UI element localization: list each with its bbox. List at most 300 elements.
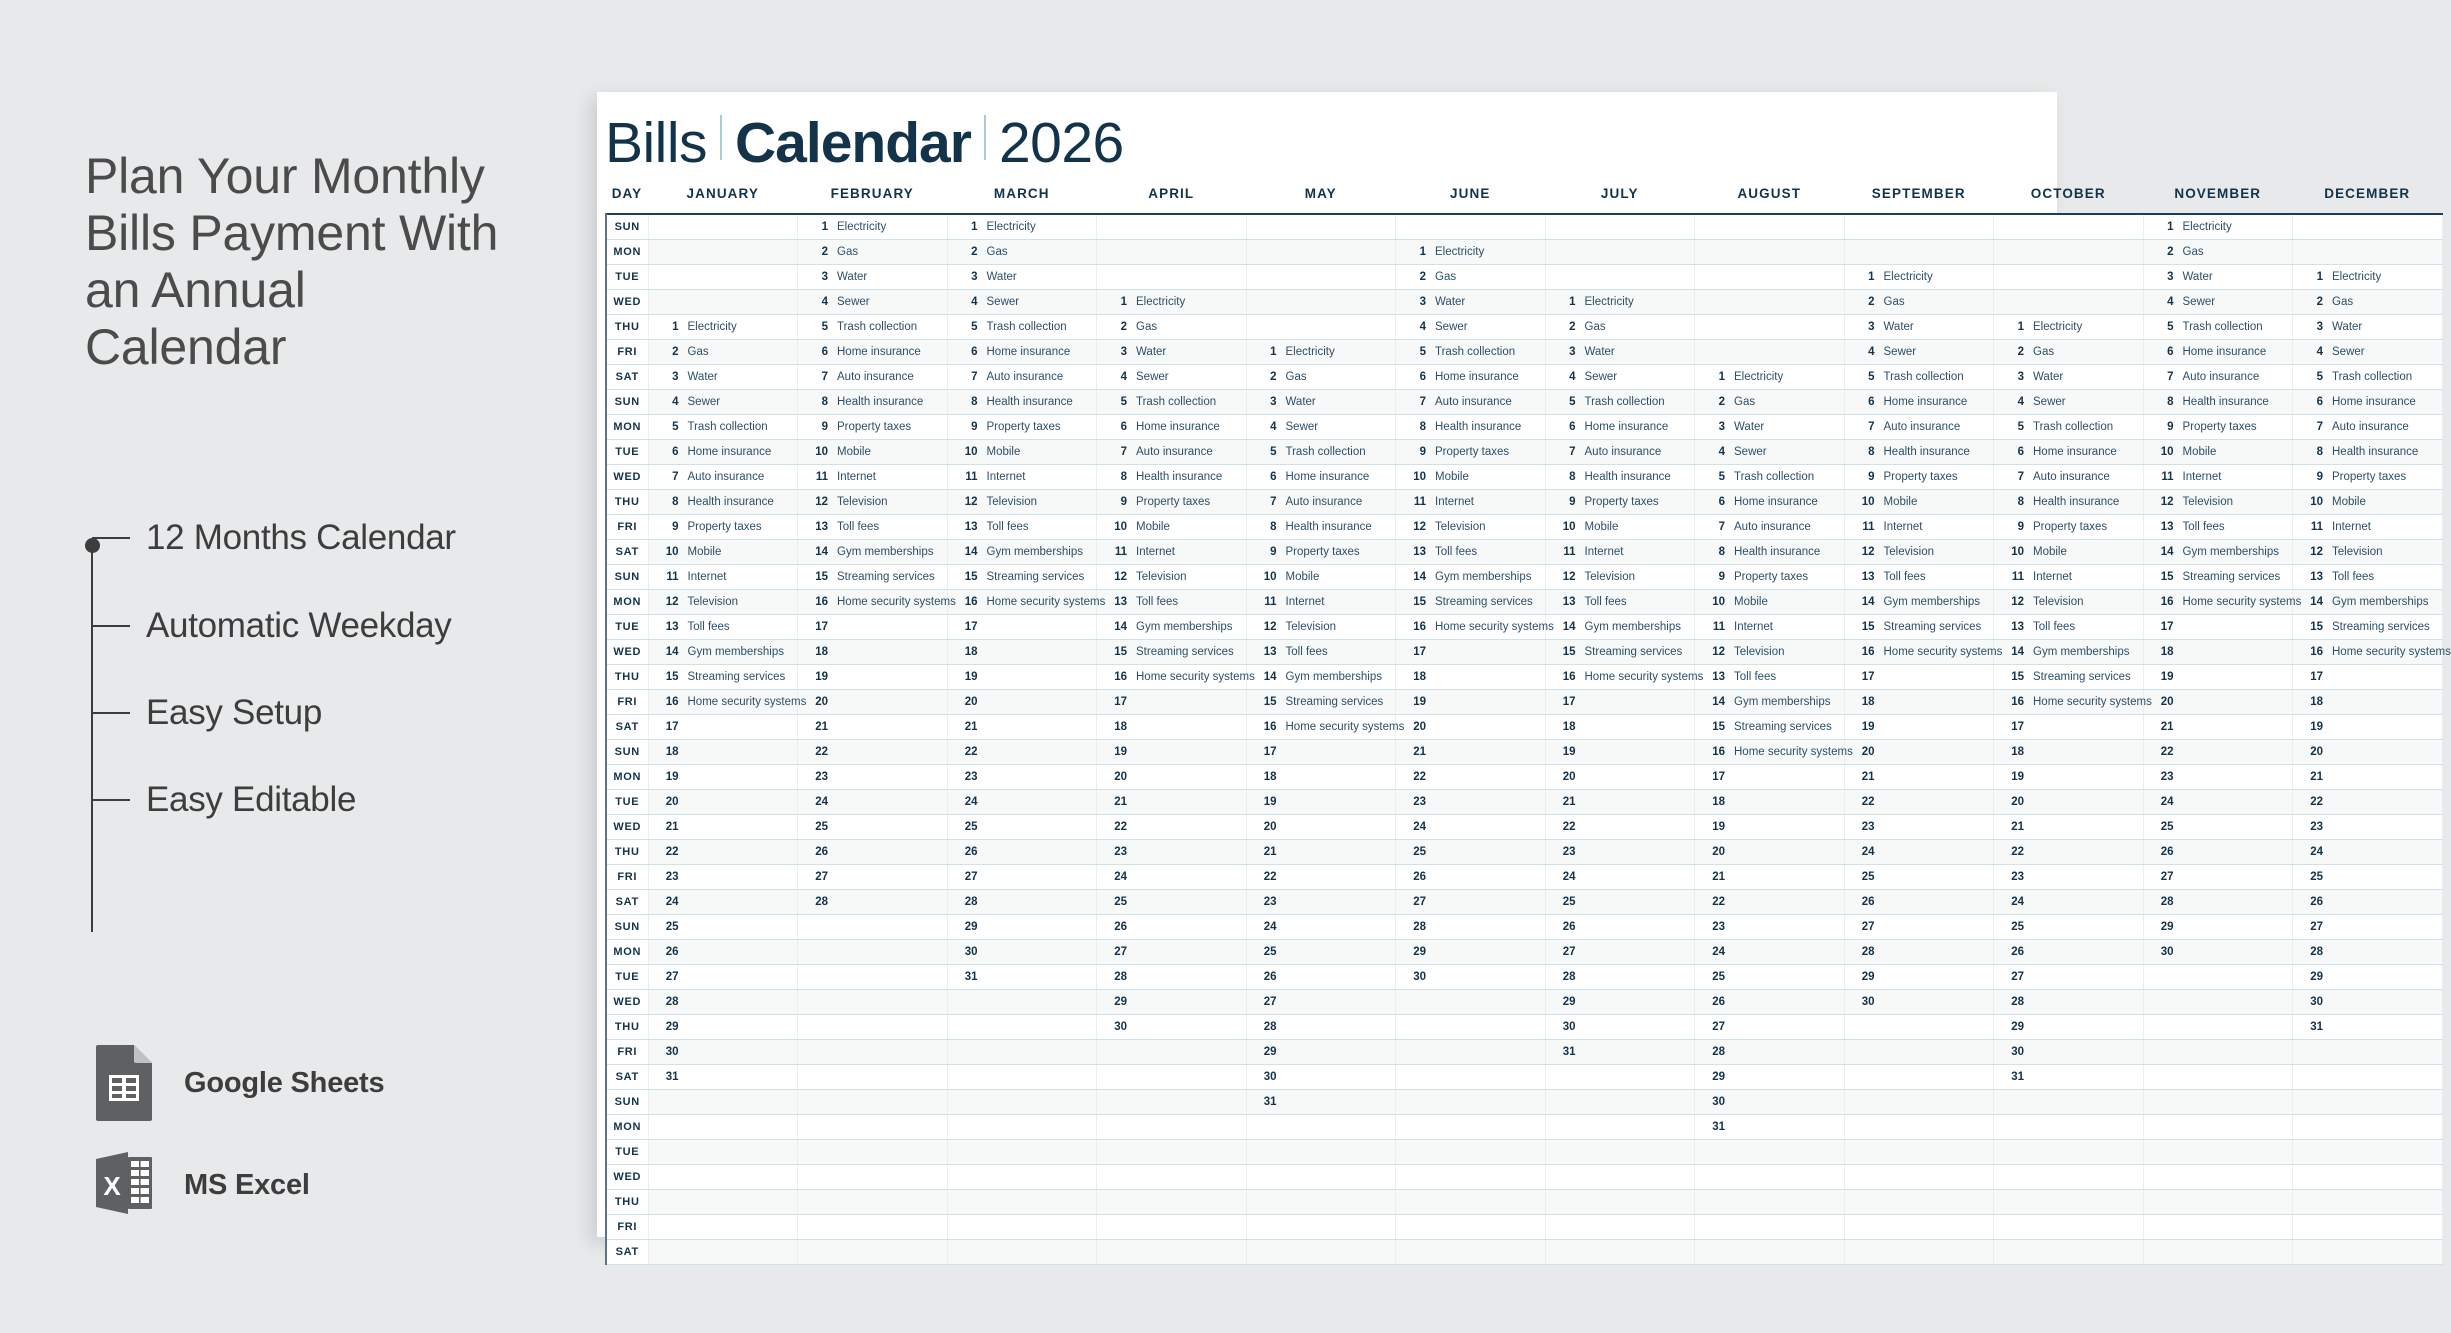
calendar-cell[interactable]	[2293, 890, 2443, 915]
calendar-cell[interactable]	[1097, 915, 1247, 940]
calendar-cell[interactable]	[947, 590, 1106, 615]
calendar-cell[interactable]	[648, 365, 798, 390]
calendar-cell[interactable]	[648, 465, 798, 490]
calendar-cell[interactable]	[1396, 1240, 1546, 1265]
calendar-cell[interactable]	[1695, 890, 1845, 915]
calendar-cell[interactable]	[798, 490, 948, 515]
calendar-cell[interactable]	[1545, 540, 1695, 565]
calendar-cell[interactable]	[1097, 990, 1247, 1015]
calendar-cell[interactable]	[648, 865, 798, 890]
calendar-cell[interactable]	[947, 715, 1097, 740]
calendar-cell[interactable]	[1246, 465, 1396, 490]
calendar-cell[interactable]	[1097, 615, 1247, 640]
calendar-cell[interactable]	[1097, 715, 1247, 740]
calendar-cell[interactable]	[648, 390, 798, 415]
calendar-cell[interactable]	[2293, 665, 2443, 690]
calendar-cell[interactable]	[2293, 1215, 2443, 1240]
calendar-cell[interactable]	[798, 615, 948, 640]
calendar-cell[interactable]	[1246, 540, 1396, 565]
calendar-cell[interactable]	[1994, 240, 2144, 265]
calendar-cell[interactable]	[2293, 515, 2443, 540]
calendar-cell[interactable]	[798, 840, 948, 865]
calendar-cell[interactable]	[648, 1240, 798, 1265]
calendar-cell[interactable]	[1246, 715, 1405, 740]
calendar-cell[interactable]	[1246, 1165, 1396, 1190]
calendar-cell[interactable]	[1844, 240, 1994, 265]
calendar-cell[interactable]	[2143, 765, 2293, 790]
calendar-cell[interactable]	[2143, 1015, 2293, 1040]
calendar-cell[interactable]	[1097, 1015, 1247, 1040]
calendar-cell[interactable]	[1994, 340, 2144, 365]
calendar-cell[interactable]	[2293, 1040, 2443, 1065]
calendar-cell[interactable]	[1396, 815, 1546, 840]
calendar-cell[interactable]	[1097, 1240, 1247, 1265]
calendar-cell[interactable]	[798, 940, 948, 965]
calendar-cell[interactable]	[648, 990, 798, 1015]
calendar-cell[interactable]	[2143, 490, 2293, 515]
calendar-cell[interactable]	[1545, 565, 1695, 590]
calendar-cell[interactable]	[1246, 340, 1396, 365]
calendar-cell[interactable]	[1545, 1165, 1695, 1190]
calendar-cell[interactable]	[1695, 965, 1845, 990]
calendar-cell[interactable]	[1097, 240, 1247, 265]
calendar-cell[interactable]	[1844, 940, 1994, 965]
calendar-cell[interactable]	[1097, 515, 1247, 540]
calendar-cell[interactable]	[1246, 1115, 1396, 1140]
calendar-cell[interactable]	[947, 840, 1097, 865]
calendar-cell[interactable]	[2293, 765, 2443, 790]
calendar-cell[interactable]	[1994, 415, 2144, 440]
calendar-cell[interactable]	[1097, 415, 1247, 440]
calendar-cell[interactable]	[1246, 765, 1396, 790]
calendar-cell[interactable]	[947, 365, 1097, 390]
calendar-cell[interactable]	[648, 265, 798, 290]
calendar-cell[interactable]	[648, 214, 798, 240]
calendar-cell[interactable]	[2143, 840, 2293, 865]
calendar-cell[interactable]	[2293, 1115, 2443, 1140]
calendar-cell[interactable]	[798, 865, 948, 890]
calendar-cell[interactable]	[1695, 1165, 1845, 1190]
calendar-cell[interactable]	[648, 415, 798, 440]
calendar-cell[interactable]	[1545, 865, 1695, 890]
calendar-cell[interactable]	[2143, 265, 2293, 290]
calendar-cell[interactable]	[1695, 1040, 1845, 1065]
calendar-cell[interactable]	[1097, 565, 1247, 590]
calendar-cell[interactable]	[2143, 415, 2293, 440]
calendar-cell[interactable]	[1994, 1215, 2144, 1240]
calendar-cell[interactable]	[1844, 640, 2003, 665]
calendar-cell[interactable]	[947, 865, 1097, 890]
calendar-cell[interactable]	[1994, 214, 2144, 240]
calendar-cell[interactable]	[798, 1140, 948, 1165]
calendar-cell[interactable]	[1097, 815, 1247, 840]
calendar-cell[interactable]	[1844, 515, 1994, 540]
calendar-cell[interactable]	[798, 665, 948, 690]
calendar-cell[interactable]	[798, 590, 956, 615]
calendar-cell[interactable]	[1246, 315, 1396, 340]
calendar-cell[interactable]	[1097, 965, 1247, 990]
calendar-cell[interactable]	[1994, 540, 2144, 565]
calendar-cell[interactable]	[2293, 1240, 2443, 1265]
calendar-cell[interactable]	[1396, 465, 1546, 490]
calendar-cell[interactable]	[798, 415, 948, 440]
calendar-cell[interactable]	[947, 214, 1097, 240]
calendar-cell[interactable]	[947, 940, 1097, 965]
calendar-cell[interactable]	[798, 1090, 948, 1115]
calendar-cell[interactable]	[2143, 915, 2293, 940]
calendar-cell[interactable]	[2143, 615, 2293, 640]
calendar-cell[interactable]	[1545, 1140, 1695, 1165]
calendar-cell[interactable]	[1994, 640, 2144, 665]
calendar-cell[interactable]	[1994, 965, 2144, 990]
calendar-cell[interactable]	[1246, 665, 1396, 690]
calendar-cell[interactable]	[798, 340, 948, 365]
calendar-cell[interactable]	[1844, 1065, 1994, 1090]
calendar-cell[interactable]	[1844, 1015, 1994, 1040]
calendar-cell[interactable]	[1246, 840, 1396, 865]
calendar-cell[interactable]	[2293, 840, 2443, 865]
calendar-cell[interactable]	[1545, 265, 1695, 290]
calendar-cell[interactable]	[1695, 690, 1845, 715]
calendar-cell[interactable]	[798, 515, 948, 540]
calendar-cell[interactable]	[2293, 1065, 2443, 1090]
calendar-cell[interactable]	[1396, 1165, 1546, 1190]
calendar-cell[interactable]	[1844, 1090, 1994, 1115]
calendar-cell[interactable]	[1246, 1015, 1396, 1040]
calendar-cell[interactable]	[798, 640, 948, 665]
calendar-cell[interactable]	[947, 740, 1097, 765]
calendar-cell[interactable]	[947, 1115, 1097, 1140]
calendar-cell[interactable]	[2143, 540, 2293, 565]
calendar-cell[interactable]	[1844, 590, 1994, 615]
calendar-cell[interactable]	[2293, 940, 2443, 965]
calendar-cell[interactable]	[1097, 790, 1247, 815]
calendar-cell[interactable]	[1695, 790, 1845, 815]
calendar-cell[interactable]	[1844, 915, 1994, 940]
calendar-cell[interactable]	[947, 915, 1097, 940]
calendar-cell[interactable]	[1994, 465, 2144, 490]
calendar-cell[interactable]	[1246, 565, 1396, 590]
calendar-cell[interactable]	[2143, 740, 2293, 765]
calendar-cell[interactable]	[1545, 515, 1695, 540]
calendar-cell[interactable]	[648, 1090, 798, 1115]
calendar-cell[interactable]	[2143, 865, 2293, 890]
calendar-cell[interactable]	[798, 290, 948, 315]
calendar-cell[interactable]	[1545, 1240, 1695, 1265]
calendar-cell[interactable]	[2293, 740, 2443, 765]
calendar-cell[interactable]	[1844, 415, 1994, 440]
calendar-cell[interactable]	[648, 1115, 798, 1140]
calendar-cell[interactable]	[947, 890, 1097, 915]
calendar-cell[interactable]	[798, 990, 948, 1015]
calendar-cell[interactable]	[2143, 1115, 2293, 1140]
calendar-cell[interactable]	[1994, 440, 2144, 465]
calendar-cell[interactable]	[1994, 1140, 2144, 1165]
calendar-cell[interactable]	[1097, 490, 1247, 515]
calendar-cell[interactable]	[2143, 340, 2293, 365]
calendar-cell[interactable]	[1097, 315, 1247, 340]
calendar-cell[interactable]	[1844, 214, 1994, 240]
calendar-cell[interactable]	[2143, 565, 2293, 590]
calendar-cell[interactable]	[1246, 740, 1396, 765]
calendar-cell[interactable]	[947, 1190, 1097, 1215]
calendar-cell[interactable]	[2293, 990, 2443, 1015]
calendar-cell[interactable]	[1695, 1215, 1845, 1240]
calendar-cell[interactable]	[1097, 1215, 1247, 1240]
calendar-cell[interactable]	[2293, 265, 2443, 290]
calendar-cell[interactable]	[1545, 340, 1695, 365]
calendar-cell[interactable]	[798, 715, 948, 740]
calendar-cell[interactable]	[648, 440, 798, 465]
calendar-cell[interactable]	[1545, 1215, 1695, 1240]
calendar-cell[interactable]	[798, 440, 948, 465]
calendar-cell[interactable]	[2293, 790, 2443, 815]
calendar-cell[interactable]	[1396, 240, 1546, 265]
calendar-cell[interactable]	[1097, 865, 1247, 890]
calendar-cell[interactable]	[1545, 1090, 1695, 1115]
calendar-cell[interactable]	[1695, 715, 1845, 740]
calendar-cell[interactable]	[798, 1165, 948, 1190]
calendar-cell[interactable]	[648, 815, 798, 840]
calendar-cell[interactable]	[2143, 1065, 2293, 1090]
calendar-cell[interactable]	[1246, 1040, 1396, 1065]
calendar-cell[interactable]	[1545, 940, 1695, 965]
calendar-cell[interactable]	[947, 640, 1097, 665]
calendar-cell[interactable]	[1695, 214, 1845, 240]
calendar-cell[interactable]	[947, 440, 1097, 465]
calendar-cell[interactable]	[1097, 1165, 1247, 1190]
calendar-cell[interactable]	[2293, 490, 2443, 515]
calendar-cell[interactable]	[1246, 365, 1396, 390]
calendar-cell[interactable]	[1994, 990, 2144, 1015]
calendar-cell[interactable]	[1246, 1065, 1396, 1090]
calendar-cell[interactable]	[1844, 465, 1994, 490]
calendar-cell[interactable]	[1396, 940, 1546, 965]
calendar-cell[interactable]	[798, 1215, 948, 1240]
calendar-cell[interactable]	[648, 540, 798, 565]
calendar-cell[interactable]	[2293, 640, 2451, 665]
calendar-cell[interactable]	[1097, 390, 1247, 415]
calendar-cell[interactable]	[947, 240, 1097, 265]
calendar-cell[interactable]	[798, 740, 948, 765]
calendar-cell[interactable]	[798, 965, 948, 990]
calendar-cell[interactable]	[1844, 565, 1994, 590]
calendar-cell[interactable]	[1545, 765, 1695, 790]
calendar-cell[interactable]	[648, 890, 798, 915]
calendar-cell[interactable]	[1545, 490, 1695, 515]
calendar-cell[interactable]	[1994, 765, 2144, 790]
calendar-cell[interactable]	[1097, 440, 1247, 465]
calendar-cell[interactable]	[1097, 365, 1247, 390]
calendar-cell[interactable]	[2293, 865, 2443, 890]
calendar-cell[interactable]	[1246, 915, 1396, 940]
calendar-cell[interactable]	[1396, 1015, 1546, 1040]
calendar-cell[interactable]	[648, 290, 798, 315]
calendar-cell[interactable]	[1545, 1065, 1695, 1090]
calendar-cell[interactable]	[648, 715, 798, 740]
calendar-cell[interactable]	[1695, 315, 1845, 340]
calendar-cell[interactable]	[648, 1215, 798, 1240]
calendar-cell[interactable]	[1994, 865, 2144, 890]
calendar-cell[interactable]	[947, 1215, 1097, 1240]
calendar-cell[interactable]	[1097, 1115, 1247, 1140]
calendar-cell[interactable]	[1097, 590, 1247, 615]
calendar-cell[interactable]	[1396, 1190, 1546, 1215]
calendar-cell[interactable]	[1695, 465, 1845, 490]
calendar-cell[interactable]	[947, 1140, 1097, 1165]
calendar-cell[interactable]	[1994, 715, 2144, 740]
calendar-cell[interactable]	[947, 765, 1097, 790]
calendar-cell[interactable]	[947, 1015, 1097, 1040]
calendar-cell[interactable]	[1695, 440, 1845, 465]
calendar-cell[interactable]	[1994, 665, 2144, 690]
calendar-cell[interactable]	[2293, 415, 2443, 440]
calendar-cell[interactable]	[1545, 665, 1704, 690]
calendar-cell[interactable]	[1994, 815, 2144, 840]
calendar-cell[interactable]	[1695, 615, 1845, 640]
calendar-cell[interactable]	[1695, 915, 1845, 940]
calendar-cell[interactable]	[1545, 590, 1695, 615]
calendar-cell[interactable]	[1994, 915, 2144, 940]
calendar-cell[interactable]	[2293, 690, 2443, 715]
calendar-cell[interactable]	[798, 1065, 948, 1090]
calendar-cell[interactable]	[1844, 890, 1994, 915]
calendar-cell[interactable]	[2143, 890, 2293, 915]
calendar-cell[interactable]	[2293, 1090, 2443, 1115]
calendar-cell[interactable]	[947, 665, 1097, 690]
calendar-cell[interactable]	[1396, 340, 1546, 365]
calendar-cell[interactable]	[1396, 1090, 1546, 1115]
calendar-cell[interactable]	[2293, 390, 2443, 415]
calendar-cell[interactable]	[2143, 315, 2293, 340]
calendar-cell[interactable]	[1246, 440, 1396, 465]
calendar-cell[interactable]	[1695, 240, 1845, 265]
calendar-cell[interactable]	[2143, 1090, 2293, 1115]
calendar-cell[interactable]	[2143, 1240, 2293, 1265]
calendar-cell[interactable]	[1844, 1240, 1994, 1265]
calendar-cell[interactable]	[1994, 390, 2144, 415]
calendar-cell[interactable]	[648, 565, 798, 590]
calendar-cell[interactable]	[1246, 415, 1396, 440]
calendar-cell[interactable]	[1545, 790, 1695, 815]
calendar-cell[interactable]	[648, 240, 798, 265]
calendar-cell[interactable]	[798, 815, 948, 840]
calendar-cell[interactable]	[1844, 840, 1994, 865]
calendar-cell[interactable]	[1097, 1065, 1247, 1090]
calendar-cell[interactable]	[1097, 640, 1247, 665]
calendar-cell[interactable]	[1396, 665, 1546, 690]
calendar-cell[interactable]	[1396, 915, 1546, 940]
calendar-cell[interactable]	[1695, 865, 1845, 890]
calendar-cell[interactable]	[2143, 515, 2293, 540]
calendar-cell[interactable]	[1396, 390, 1546, 415]
calendar-cell[interactable]	[1396, 615, 1554, 640]
calendar-cell[interactable]	[1396, 890, 1546, 915]
calendar-cell[interactable]	[2143, 1215, 2293, 1240]
calendar-cell[interactable]	[2293, 915, 2443, 940]
calendar-cell[interactable]	[1396, 1140, 1546, 1165]
calendar-cell[interactable]	[1246, 1215, 1396, 1240]
calendar-cell[interactable]	[1396, 740, 1546, 765]
calendar-cell[interactable]	[1246, 865, 1396, 890]
calendar-cell[interactable]	[1994, 1065, 2144, 1090]
calendar-cell[interactable]	[2143, 365, 2293, 390]
calendar-cell[interactable]	[648, 665, 798, 690]
calendar-cell[interactable]	[947, 465, 1097, 490]
calendar-cell[interactable]	[947, 315, 1097, 340]
calendar-cell[interactable]	[947, 815, 1097, 840]
calendar-cell[interactable]	[2143, 815, 2293, 840]
calendar-cell[interactable]	[2143, 590, 2302, 615]
calendar-cell[interactable]	[1396, 315, 1546, 340]
calendar-cell[interactable]	[2143, 790, 2293, 815]
calendar-cell[interactable]	[2143, 990, 2293, 1015]
calendar-cell[interactable]	[1097, 690, 1247, 715]
calendar-cell[interactable]	[1844, 1165, 1994, 1190]
calendar-cell[interactable]	[1994, 265, 2144, 290]
calendar-cell[interactable]	[1396, 765, 1546, 790]
calendar-cell[interactable]	[1097, 1190, 1247, 1215]
calendar-cell[interactable]	[1396, 715, 1546, 740]
calendar-cell[interactable]	[1994, 1190, 2144, 1215]
calendar-cell[interactable]	[1844, 1215, 1994, 1240]
calendar-cell[interactable]	[1396, 965, 1546, 990]
calendar-cell[interactable]	[1396, 365, 1546, 390]
calendar-cell[interactable]	[1097, 214, 1247, 240]
calendar-cell[interactable]	[648, 590, 798, 615]
calendar-cell[interactable]	[1545, 715, 1695, 740]
calendar-cell[interactable]	[1994, 1240, 2144, 1265]
calendar-cell[interactable]	[1097, 1140, 1247, 1165]
calendar-cell[interactable]	[1396, 640, 1546, 665]
calendar-cell[interactable]	[648, 1040, 798, 1065]
calendar-table-wrapper[interactable]	[605, 186, 2451, 1258]
calendar-cell[interactable]	[1994, 790, 2144, 815]
calendar-cell[interactable]	[798, 690, 948, 715]
calendar-cell[interactable]	[1844, 765, 1994, 790]
calendar-cell[interactable]	[2143, 965, 2293, 990]
calendar-cell[interactable]	[2143, 240, 2293, 265]
calendar-cell[interactable]	[1994, 565, 2144, 590]
calendar-cell[interactable]	[1994, 590, 2144, 615]
calendar-cell[interactable]	[1695, 640, 1845, 665]
calendar-cell[interactable]	[1695, 1065, 1845, 1090]
calendar-cell[interactable]	[1695, 740, 1853, 765]
calendar-cell[interactable]	[1246, 214, 1396, 240]
calendar-cell[interactable]	[2293, 540, 2443, 565]
calendar-cell[interactable]	[648, 690, 807, 715]
calendar-cell[interactable]	[1844, 290, 1994, 315]
calendar-cell[interactable]	[2293, 315, 2443, 340]
calendar-cell[interactable]	[798, 1040, 948, 1065]
calendar-cell[interactable]	[648, 640, 798, 665]
calendar-cell[interactable]	[1246, 515, 1396, 540]
calendar-cell[interactable]	[1695, 765, 1845, 790]
calendar-cell[interactable]	[1246, 390, 1396, 415]
calendar-cell[interactable]	[1844, 690, 1994, 715]
calendar-cell[interactable]	[2293, 465, 2443, 490]
calendar-cell[interactable]	[1545, 1040, 1695, 1065]
calendar-cell[interactable]	[1994, 890, 2144, 915]
calendar-cell[interactable]	[648, 340, 798, 365]
calendar-cell[interactable]	[1844, 440, 1994, 465]
calendar-cell[interactable]	[1097, 1040, 1247, 1065]
calendar-cell[interactable]	[947, 1165, 1097, 1190]
calendar-cell[interactable]	[2293, 965, 2443, 990]
calendar-cell[interactable]	[1844, 790, 1994, 815]
calendar-cell[interactable]	[798, 790, 948, 815]
calendar-cell[interactable]	[1695, 1190, 1845, 1215]
